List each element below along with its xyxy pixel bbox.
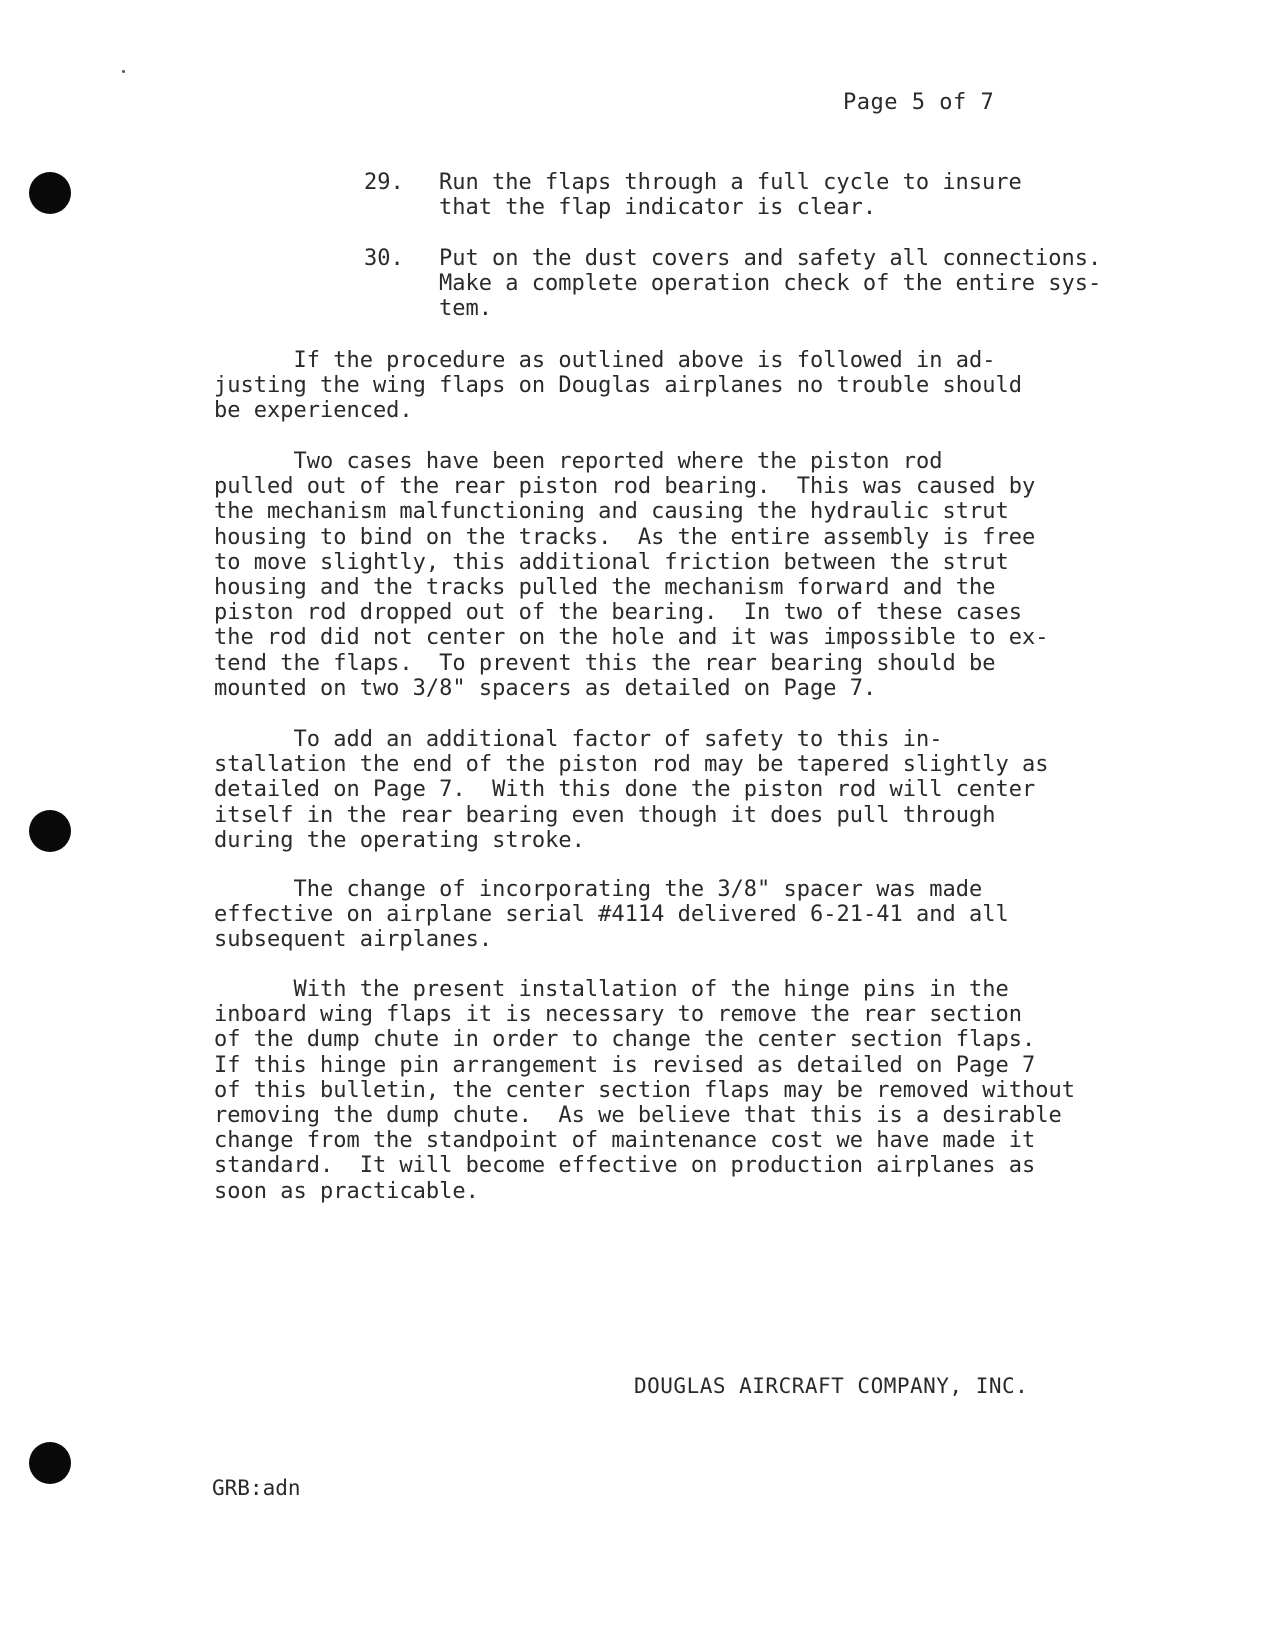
text-line: piston rod dropped out of the bearing. In two of these cases xyxy=(214,600,1022,626)
text-line: detailed on Page 7. With this done the piston rod will center xyxy=(214,777,1036,803)
text-line: justing the wing flaps on Douglas airplanes no trouble should xyxy=(214,373,1022,399)
step-29 xyxy=(364,170,1022,245)
text-line: inboard wing flaps it is necessary to remove the rear section xyxy=(214,1002,1022,1028)
text-line: The change of incorporating the 3/8" spacer was made xyxy=(214,877,983,902)
company-signature: DOUGLAS AIRCRAFT COMPANY, INC. xyxy=(634,1374,1029,1398)
text-line: Run the flaps through a full cycle to insure xyxy=(439,170,1022,195)
text-line: With the present installation of the hinge pins in the xyxy=(214,977,1009,1002)
text-line: standard. It will become effective on production airplanes as xyxy=(214,1153,1036,1179)
text-line: tend the flaps. To prevent this the rear bearing should be xyxy=(214,650,996,676)
paragraph-procedure-summary xyxy=(214,348,1022,424)
text-line: subsequent airplanes. xyxy=(214,927,493,953)
text-line: mounted on two 3/8" spacers as detailed on Page 7. xyxy=(214,675,877,701)
binder-hole-top xyxy=(29,172,71,214)
paragraph-piston-rod-cases xyxy=(214,449,1048,701)
paragraph-safety-factor xyxy=(214,727,1048,853)
speck-mark xyxy=(122,70,125,73)
text-line: tem. xyxy=(439,296,492,321)
text-line: If this hinge pin arrangement is revised as detailed on Page 7 xyxy=(214,1052,1036,1078)
paragraph-spacer-change xyxy=(214,877,1009,953)
step-number: 30. xyxy=(364,246,404,271)
text-line: soon as practicable. xyxy=(214,1178,479,1204)
step-text xyxy=(439,170,1022,220)
binder-hole-bottom xyxy=(29,1442,71,1484)
text-line: during the operating stroke. xyxy=(214,827,585,853)
text-line: that the flap indicator is clear. xyxy=(439,195,877,220)
typist-initials: GRB:adn xyxy=(212,1476,301,1500)
text-line: of the dump chute in order to change the center section flaps. xyxy=(214,1027,1036,1053)
step-text xyxy=(439,246,1101,321)
text-line: change from the standpoint of maintenance cost we have made it xyxy=(214,1128,1036,1154)
text-line: pulled out of the rear piston rod bearing. This was caused by xyxy=(214,474,1036,500)
text-line: housing and the tracks pulled the mechanism forward and the xyxy=(214,575,996,601)
text-line: stallation the end of the piston rod may be tapered slightly as xyxy=(214,752,1049,778)
text-line: Put on the dust covers and safety all connections. xyxy=(439,246,1102,271)
text-line: the rod did not center on the hole and it was impossible to ex- xyxy=(214,625,1049,651)
text-line: housing to bind on the tracks. As the entire assembly is free xyxy=(214,524,1036,550)
text-line: be experienced. xyxy=(214,398,413,424)
binder-hole-middle xyxy=(29,810,71,852)
text-line: removing the dump chute. As we believe that this is a desirable xyxy=(214,1103,1062,1129)
step-30 xyxy=(364,246,1102,321)
text-line: itself in the rear bearing even though it does pull through xyxy=(214,802,996,828)
paragraph-hinge-pins xyxy=(214,977,1075,1204)
text-line: of this bulletin, the center section flaps may be removed without xyxy=(214,1077,1075,1103)
text-line: effective on airplane serial #4114 delivered 6-21-41 and all xyxy=(214,902,1009,928)
text-line: To add an additional factor of safety to this in- xyxy=(214,727,943,752)
text-line: Make a complete operation check of the entire sys- xyxy=(439,271,1102,296)
text-line: If the procedure as outlined above is followed in ad- xyxy=(214,348,996,373)
step-number: 29. xyxy=(364,170,404,195)
text-line: to move slightly, this additional friction between the strut xyxy=(214,549,1009,575)
text-line: Two cases have been reported where the piston rod xyxy=(214,449,943,474)
page-number: Page 5 of 7 xyxy=(843,90,995,115)
text-line: the mechanism malfunctioning and causing the hydraulic strut xyxy=(214,499,1009,525)
